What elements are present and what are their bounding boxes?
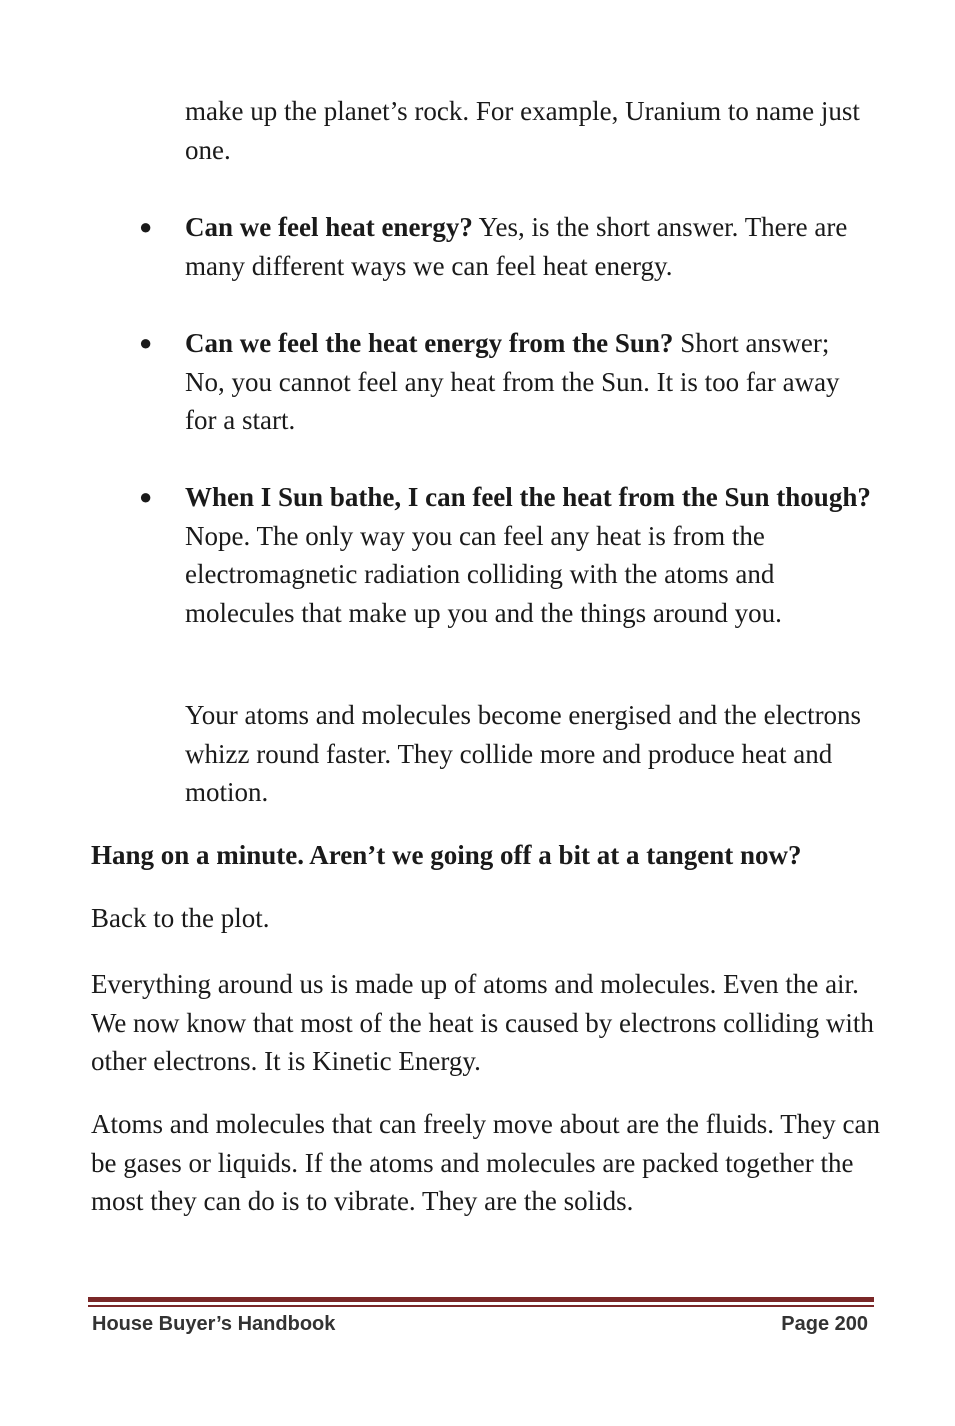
- footer-book-title: House Buyer’s Handbook: [92, 1313, 336, 1335]
- list-item: [139, 324, 875, 440]
- section-heading: Hang on a minute. Aren’t we going off a bit at a tangent now?: [91, 840, 802, 870]
- bullet-icon: ●: [139, 214, 153, 239]
- bullet-icon: ●: [139, 330, 153, 355]
- list-item: [139, 478, 875, 632]
- bullet-answer: Yes, is the short answer. There are many different ways we can feel heat energy.: [185, 212, 848, 281]
- footer-rule-thick: [88, 1297, 874, 1302]
- bullet-icon: ●: [139, 484, 153, 509]
- list-item: [139, 208, 875, 285]
- paragraph: Everything around us is made up of atoms and molecules. Even the air. We now know that most of the heat is caused by electrons colliding with other electrons. It is Kinetic Energy.: [91, 969, 874, 1076]
- bullet-answer: Short answer; No, you cannot feel any heat from the Sun. It is too far away for a start.: [185, 328, 840, 435]
- paragraph: Atoms and molecules that can freely move about are the fluids. They can be gases or liquids. If the atoms and molecules are packed together the most they can do is to vibrate. They are the solids.: [91, 1109, 880, 1216]
- bullet-question: Can we feel the heat energy from the Sun?: [185, 328, 674, 358]
- paragraph: Back to the plot.: [91, 903, 270, 933]
- continuation-paragraph: make up the planet’s rock. For example, Uranium to name just one.: [185, 96, 860, 165]
- bullet-question: When I Sun bathe, I can feel the heat from the Sun though?: [185, 482, 871, 512]
- footer-rule-thin: [88, 1305, 874, 1307]
- bullet-sub-paragraph: Your atoms and molecules become energised and the electrons whizz round faster. They collide more and produce heat and motion.: [185, 700, 862, 807]
- bullet-answer: Nope. The only way you can feel any heat is from the electromagnetic radiation colliding with the atoms and molecules that make up you and the things around you.: [185, 520, 782, 628]
- bullet-question: Can we feel heat energy?: [185, 212, 473, 242]
- footer-page-number: Page 200: [781, 1313, 868, 1335]
